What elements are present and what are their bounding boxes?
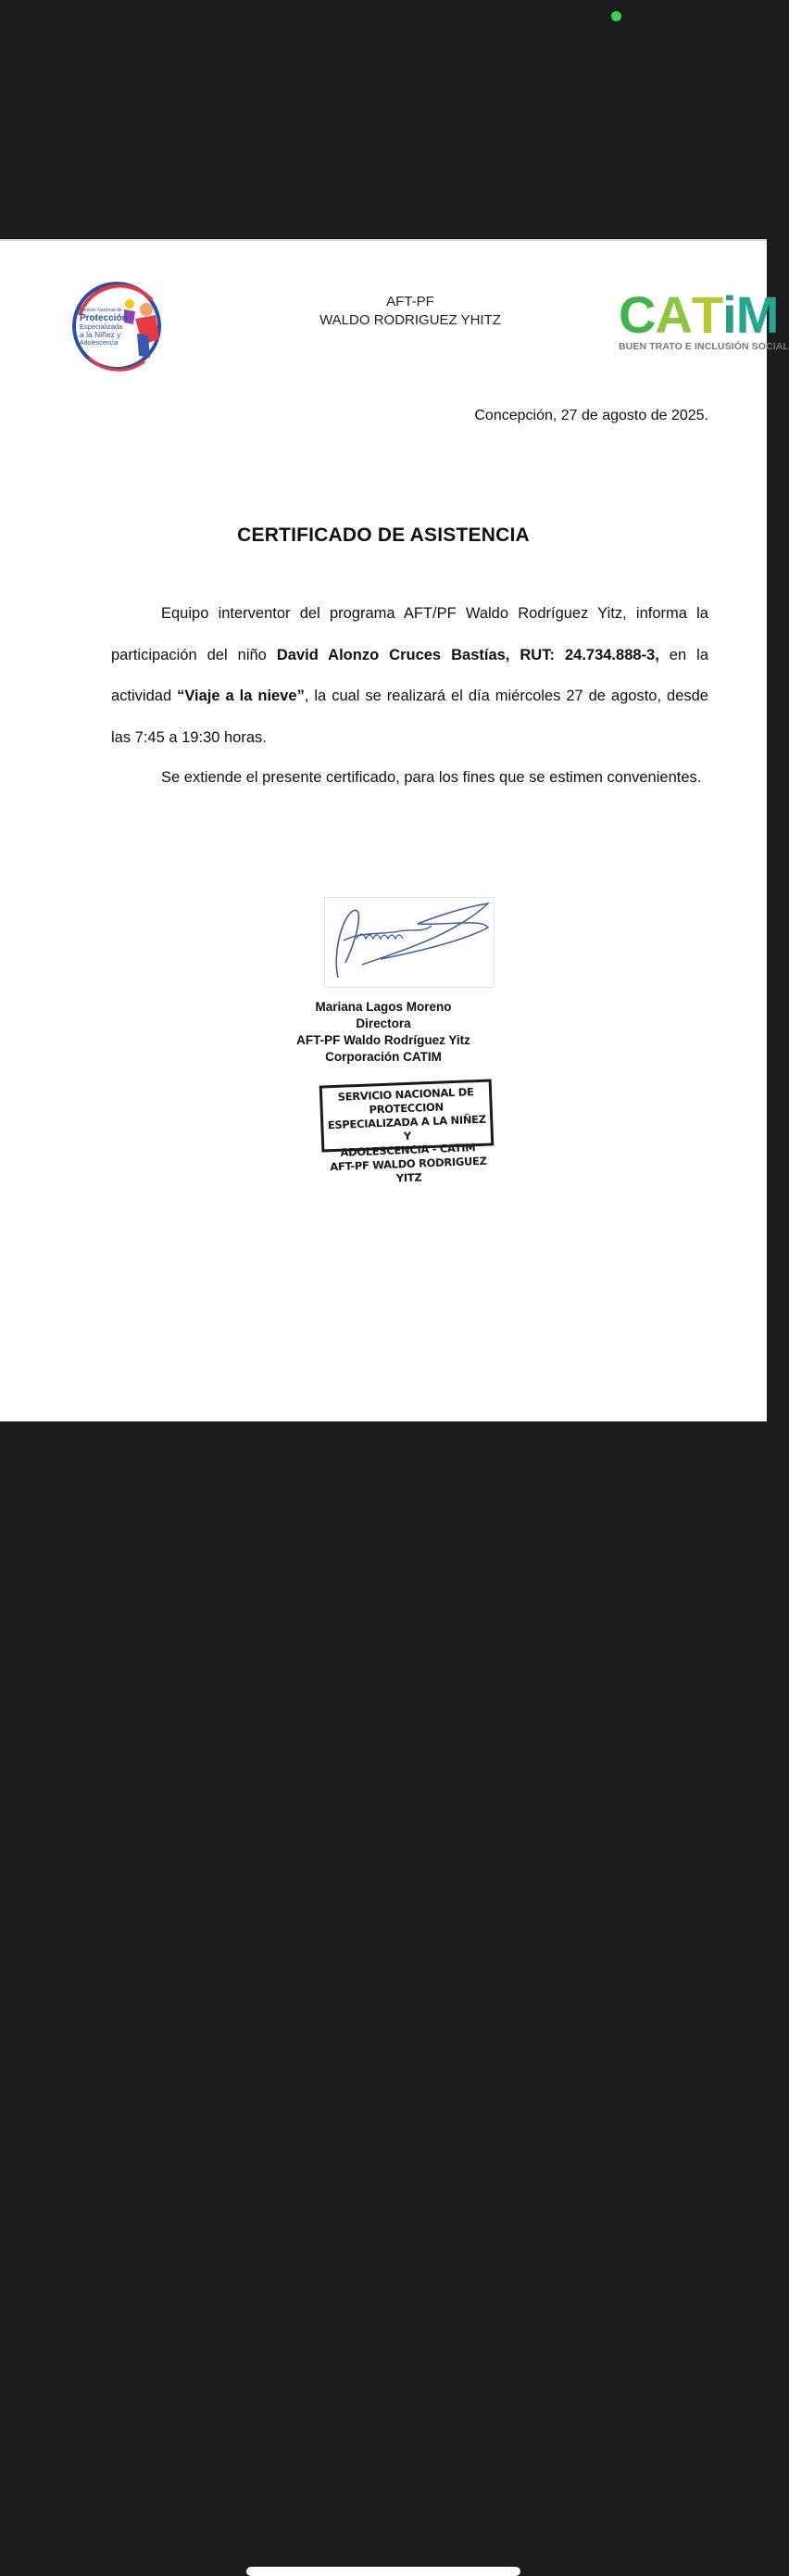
catim-letter: T [691,285,723,344]
logo-text-line-4: a la Niñez y [80,330,121,339]
stamp-line-4: AFT-PF WALDO RODRIGUEZ YITZ [330,1154,487,1185]
stamp-line-3: ADOLESCENCIA - CATIM [340,1141,476,1159]
catim-tagline: BUEN TRATO E INCLUSIÓN SOCIAL [619,341,789,352]
activity-name: “Viaje a la nieve” [177,688,305,704]
child-name-rut: David Alonzo Cruces Bastías, RUT: 24.734.888-3, [276,646,659,663]
closing-text: Se extiende el presente certificado, para los fines que se estimen convenientes. [161,769,702,786]
body-end: , la cual se realizará el día miércoles 27 de agosto, desde las 7:45 a 19:30 horas. [111,688,708,746]
stamp-line-2: ESPECIALIZADA A LA NIÑEZ Y [327,1112,486,1143]
signatory-program: AFT-PF Waldo Rodríguez Yitz [296,1033,470,1047]
logo-text-line-5: Adolescencia [80,340,119,347]
catim-letter: i [722,285,736,344]
catim-wordmark [619,287,785,343]
body-middle: en la actividad [111,646,709,704]
header-line-1: AFT-PF [386,294,434,309]
logo-text-line-3: Especializada [80,322,123,331]
header-program [278,293,543,330]
signatory-org: Corporación CATIM [325,1050,442,1064]
stamp-line-1: SERVICIO NACIONAL DE PROTECCION [337,1085,474,1117]
certificate-body [111,593,708,758]
header-line-2: WALDO RODRIGUEZ YHITZ [319,312,501,328]
signature-image [324,897,495,988]
document-page[interactable] [0,239,789,1423]
document-title: CERTIFICADO DE ASISTENCIA [237,524,530,546]
home-indicator[interactable] [246,2567,520,2576]
camera-indicator-icon [611,11,621,21]
catim-letter: C [619,285,656,344]
top-black-bar [0,0,767,239]
official-stamp [319,1079,495,1185]
signatory-name: Mariana Lagos Moreno [315,1000,452,1014]
catim-letter: M [735,285,779,344]
logo-text-line-2: Protección [80,313,128,323]
catim-letter: A [655,285,692,344]
bottom-black-bar [0,1421,767,1661]
signatory-block [0,999,767,1066]
catim-logo [619,285,789,361]
signatory-role: Directora [356,1017,411,1030]
logo-text-line-1: Servicio Nacional de [80,308,122,313]
document-date: Concepción, 27 de agosto de 2025. [474,408,708,423]
body-intro: Equipo interventor del programa AFT/PF Waldo Rodríguez Yitz, informa la participación del niño [111,605,708,663]
mejor-ninez-logo [70,278,167,374]
